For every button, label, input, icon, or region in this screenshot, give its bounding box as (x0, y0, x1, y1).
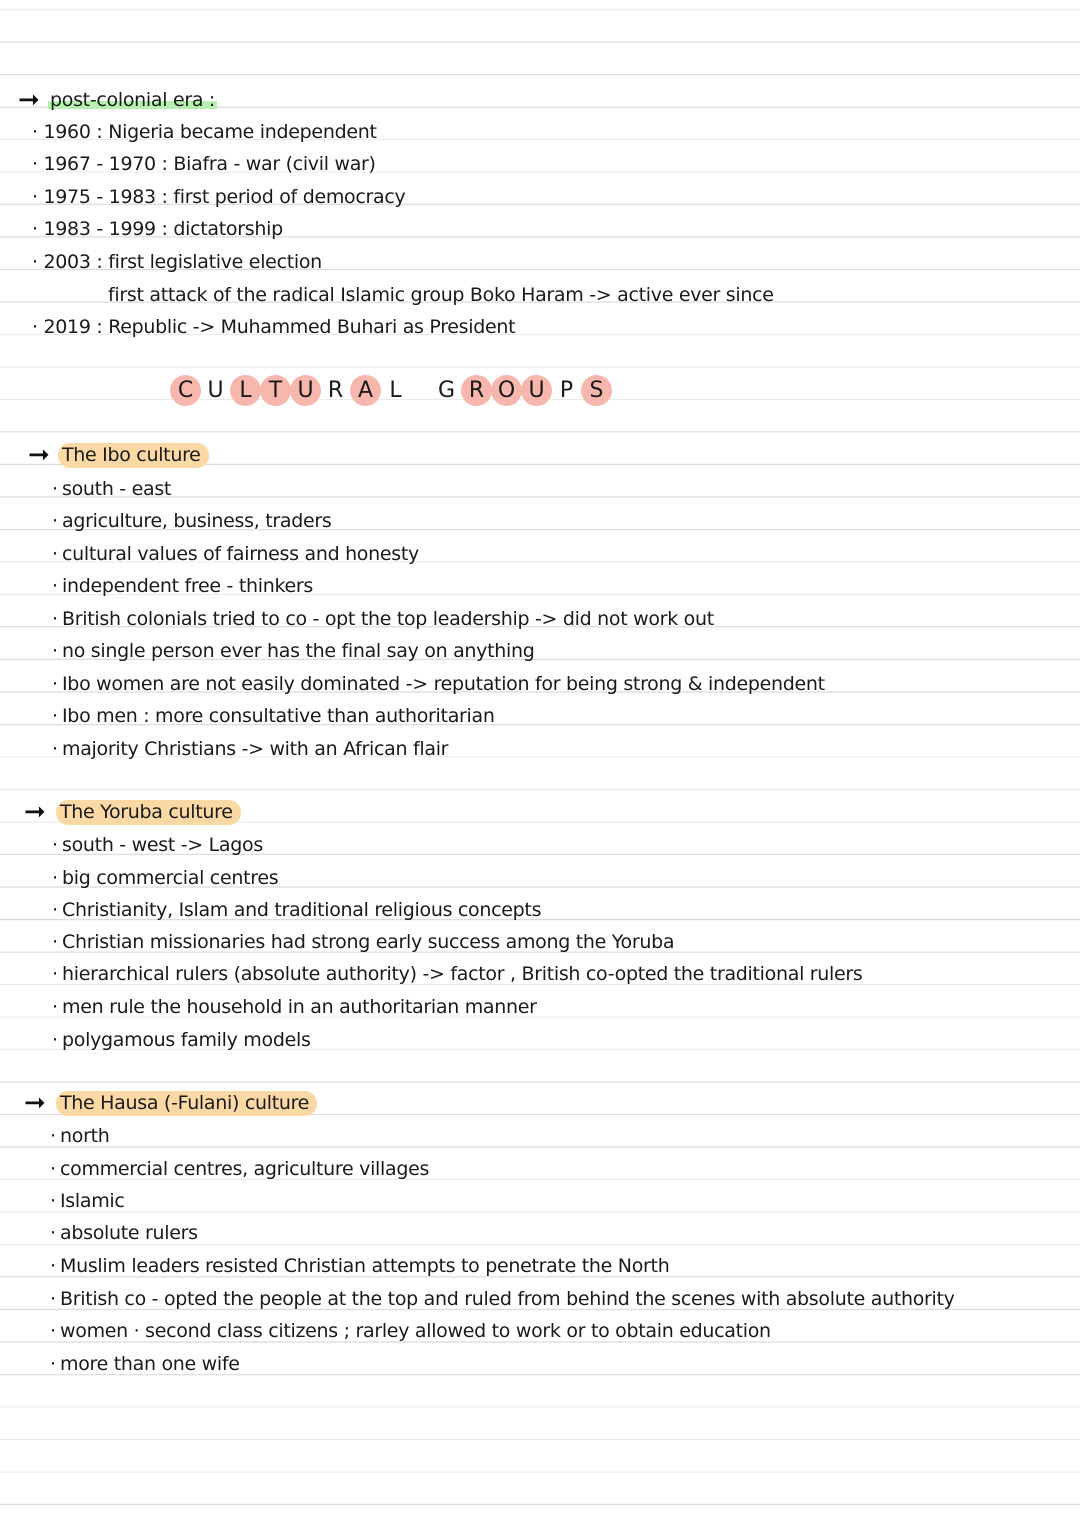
timeline-item: · 1975 - 1983 : first period of democracy (32, 186, 406, 208)
section-heading-ibo: The Ibo culture (58, 443, 209, 467)
section-heading-post-colonial: post-colonial era : (50, 89, 216, 111)
list-item: · more than one wife (50, 1353, 240, 1375)
list-item: · south - west -> Lagos (52, 834, 263, 856)
list-item: · agriculture, business, traders (52, 510, 332, 532)
title-letter: C (170, 375, 201, 406)
title-letter: R (461, 375, 492, 406)
list-item: · south - east (52, 478, 172, 500)
page-title-cultural-groups (170, 366, 611, 407)
list-item: · cultural values of fairness and honesty (52, 543, 419, 565)
title-letter: T (260, 375, 291, 406)
list-item: · no single person ever has the final say on anything (52, 640, 535, 662)
list-item: · British colonials tried to co - opt the top leadership -> did not work out (52, 608, 714, 630)
title-letter: L (230, 375, 261, 406)
list-item: · Christian missionaries had strong early success among the Yoruba (52, 931, 675, 953)
list-item: · women · second class citizens ; rarley allowed to work or to obtain education (50, 1320, 771, 1342)
title-word-gap (410, 366, 432, 397)
title-letter: R (327, 378, 344, 403)
list-item: · polygamous family models (52, 1029, 311, 1051)
arrow-icon: ➞ (24, 1088, 46, 1118)
list-item: · majority Christians -> with an African flair (52, 738, 449, 760)
list-item: · hierarchical rulers (absolute authority) -> factor , British co-opted the traditional rulers (52, 963, 863, 985)
list-item: · big commercial centres (52, 867, 279, 889)
list-item: · British co - opted the people at the top and ruled from behind the scenes with absolute authority (50, 1288, 955, 1310)
list-item: · north (50, 1125, 110, 1147)
section-heading-hausa: The Hausa (-Fulani) culture (56, 1091, 317, 1115)
timeline-item: · 2019 : Republic -> Muhammed Buhari as President (32, 316, 516, 338)
title-letter: O (491, 375, 522, 406)
timeline-item: · 2003 : first legislative election (32, 251, 322, 273)
title-letter: P (559, 378, 574, 403)
timeline-item-continuation: first attack of the radical Islamic group Boko Haram -> active ever since (108, 284, 774, 306)
arrow-icon: ➞ (18, 85, 40, 115)
title-letter: U (290, 375, 321, 406)
list-item: · Islamic (50, 1190, 125, 1212)
title-letter: G (437, 378, 456, 403)
title-letter: A (350, 375, 381, 406)
timeline-item: · 1983 - 1999 : dictatorship (32, 218, 283, 240)
timeline-item: · 1960 : Nigeria became independent (32, 121, 377, 143)
title-letter: U (521, 375, 552, 406)
title-letter: S (581, 375, 612, 406)
timeline-item: · 1967 - 1970 : Biafra - war (civil war) (32, 153, 376, 175)
arrow-icon: ➞ (28, 440, 50, 470)
list-item: · Ibo women are not easily dominated -> reputation for being strong & independent (52, 673, 825, 695)
list-item: · Ibo men : more consultative than authoritarian (52, 705, 495, 727)
list-item: · men rule the household in an authoritarian manner (52, 996, 537, 1018)
title-letter: U (207, 378, 224, 403)
list-item: · commercial centres, agriculture villages (50, 1158, 430, 1180)
list-item: · absolute rulers (50, 1222, 198, 1244)
list-item: · independent free - thinkers (52, 575, 313, 597)
list-item: · Muslim leaders resisted Christian attempts to penetrate the North (50, 1255, 670, 1277)
title-letter: L (389, 378, 402, 403)
arrow-icon: ➞ (24, 797, 46, 827)
section-heading-yoruba: The Yoruba culture (56, 800, 241, 824)
list-item: · Christianity, Islam and traditional religious concepts (52, 899, 542, 921)
